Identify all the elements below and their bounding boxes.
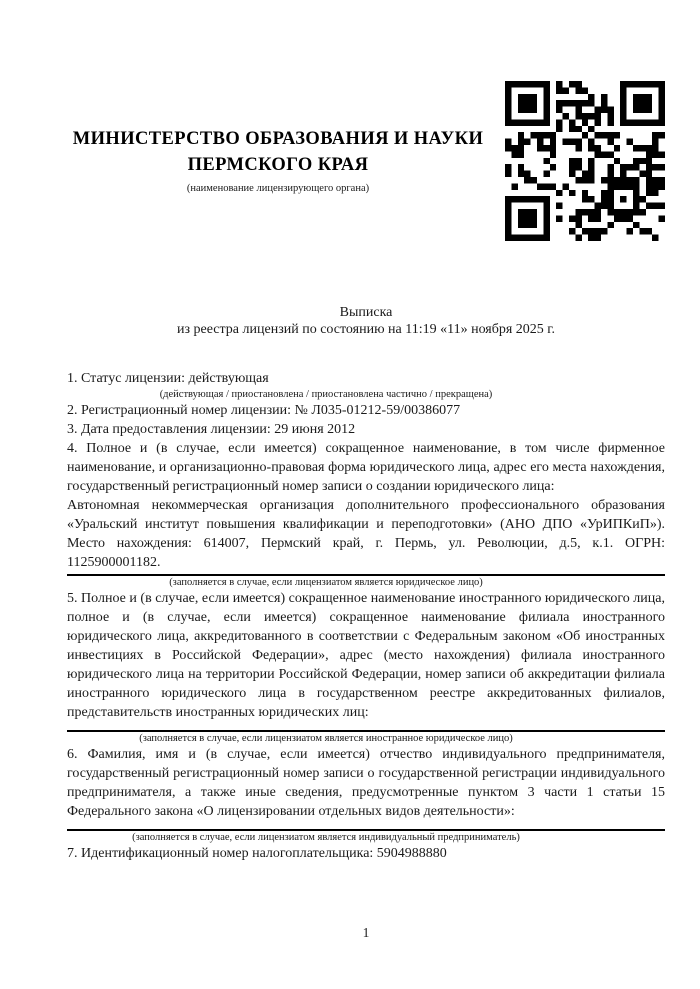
ministry-name-line2: ПЕРМСКОГО КРАЯ — [187, 155, 369, 175]
field-foreign-entity-label: 5. Полное и (в случае, если имеется) сокращенное наименование иностранного юридического лица, полное и (в случае, если имеется) сокращенное наименование филиала иностранного юридического лица, аккредитованного в соответствии с Федеральным законом «Об иностранных инвестициях в Российской Федерации», адрес (место нахождения) филиала иностранного юридического лица на территории Российской Федерации, номер записи об аккредитации филиала иностранного юридического лица в государственном реестре аккредитованных филиалов, представительств иностранных юридических лиц: — [67, 591, 665, 720]
licensing-authority-caption: (наименование лицензирующего органа) — [186, 183, 370, 194]
ministry-header — [38, 126, 518, 196]
legal-entity-value: Автономная некоммерческая организация дополнительного профессионального образования «Уральский институт повышения квалификации и переподготовки» (АНО ДПО «УрИПКиП»). Место нахождения: 614007, Пермский край, г. Пермь, ул. Революции, д.5, к.1. ОГРН: 1125900001182. — [67, 498, 665, 570]
document-title-line1: Выписка — [339, 305, 393, 320]
document-title-line2: из реестра лицензий по состоянию на 11:19 «11» ноября 2025 г. — [177, 322, 555, 337]
field-entrepreneur-label: 6. Фамилия, имя и (в случае, если имеется) отчество индивидуального предпринимателя, государственный регистрационный номер записи о государственной регистрации индивидуального предпринимателя, а также иные сведения, предусмотренные пунктом 3 части 1 статьи 15 Федерального закона «О лицензировании отдельных видов деятельности»: — [67, 747, 665, 819]
entrepreneur-caption: (заполняется в случае, если лицензиатом является индивидуальный предприниматель) — [132, 832, 520, 843]
page-number: 1 — [362, 925, 370, 940]
field-legal-entity-label: 4. Полное и (в случае, если имеется) сокращенное наименование, в том числе фирменное наименование, и организационно-правовая форма юридического лица, адрес его места нахождения, государственный регистрационный номер записи о создании юридического лица: — [67, 441, 665, 494]
document-body — [67, 369, 665, 863]
license-status-options-hint: (действующая / приостановлена / приостановлена частично / прекращена) — [159, 389, 493, 400]
field-license-status: 1. Статус лицензии: действующая — [67, 371, 269, 386]
field-license-reg-number: 2. Регистрационный номер лицензии: № Л035-01212-59/00386077 — [67, 403, 461, 418]
foreign-entity-caption: (заполняется в случае, если лицензиатом является иностранное юридическое лицо) — [139, 733, 513, 744]
field-license-grant-date: 3. Дата предоставления лицензии: 29 июня 2012 — [67, 422, 356, 437]
legal-entity-caption: (заполняется в случае, если лицензиатом является юридическое лицо) — [169, 577, 483, 588]
document-title — [67, 304, 665, 338]
ministry-name-line1: МИНИСТЕРСТВО ОБРАЗОВАНИЯ И НАУКИ — [72, 129, 484, 149]
field-taxpayer-inn: 7. Идентификационный номер налогоплательщика: 5904988880 — [67, 846, 447, 861]
qr-code — [505, 80, 665, 242]
